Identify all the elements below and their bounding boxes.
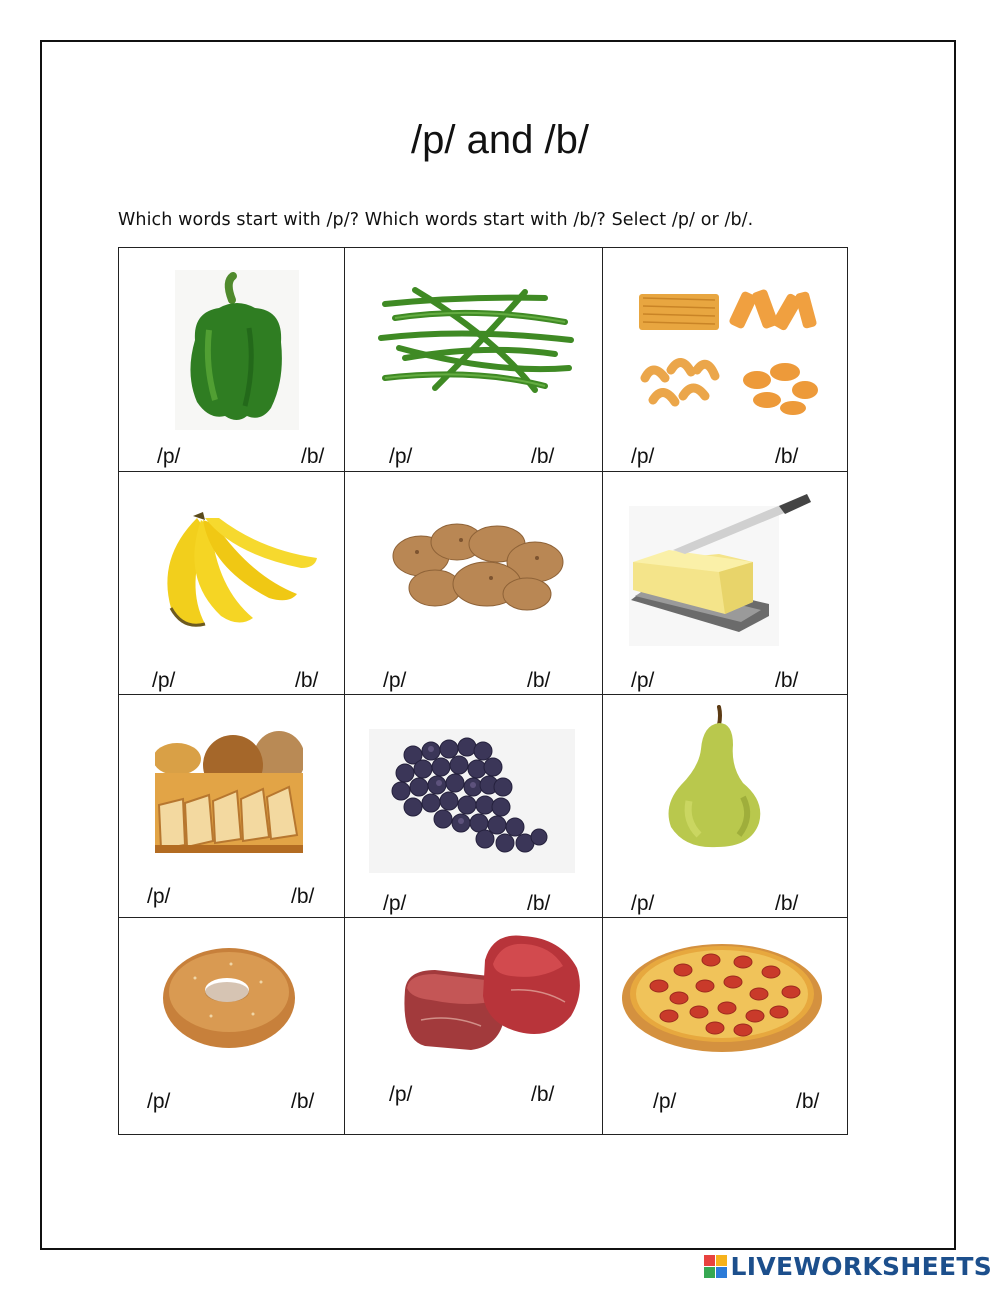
potatoes-image xyxy=(387,518,567,614)
cell-beef xyxy=(345,918,603,1135)
cell-green-beans xyxy=(345,248,603,472)
green-pepper-image xyxy=(175,270,299,430)
option-b[interactable]: /b/ xyxy=(527,892,551,915)
bananas-image xyxy=(141,498,321,638)
option-p[interactable]: /p/ xyxy=(631,892,655,915)
page-title: /p/ and /b/ xyxy=(411,118,589,162)
bagel-image xyxy=(161,942,297,1052)
cell-grapes xyxy=(345,695,603,918)
option-b[interactable]: /b/ xyxy=(796,1090,820,1113)
answer-grid xyxy=(118,247,848,1135)
option-p[interactable]: /p/ xyxy=(653,1090,677,1113)
cell-bagel xyxy=(119,918,345,1135)
option-p[interactable]: /p/ xyxy=(147,1090,171,1113)
option-b[interactable]: /b/ xyxy=(291,1090,315,1113)
option-p[interactable]: /p/ xyxy=(631,669,655,692)
option-p[interactable]: /p/ xyxy=(389,1083,413,1106)
brand-logo xyxy=(704,1252,992,1281)
option-b[interactable]: /b/ xyxy=(527,669,551,692)
option-b[interactable]: /b/ xyxy=(775,892,799,915)
option-b[interactable]: /b/ xyxy=(531,445,555,468)
instructions-text: Which words start with /p/? Which words start with /b/? Select /p/ or /b/. xyxy=(118,210,754,230)
option-b[interactable]: /b/ xyxy=(301,445,325,468)
grapes-image xyxy=(369,729,575,873)
option-p[interactable]: /p/ xyxy=(383,892,407,915)
cell-bananas xyxy=(119,472,345,695)
option-p[interactable]: /p/ xyxy=(152,669,176,692)
brand-name: LIVEWORKSHEETS xyxy=(730,1252,992,1281)
cell-green-pepper xyxy=(119,248,345,472)
option-p[interactable]: /p/ xyxy=(157,445,181,468)
cell-pasta xyxy=(603,248,848,472)
cell-pizza xyxy=(603,918,848,1135)
option-b[interactable]: /b/ xyxy=(531,1083,555,1106)
liveworksheets-logo-icon xyxy=(704,1255,727,1278)
bread-image xyxy=(155,729,303,857)
option-p[interactable]: /p/ xyxy=(147,885,171,908)
pasta-image xyxy=(635,286,819,416)
option-b[interactable]: /b/ xyxy=(775,445,799,468)
option-b[interactable]: /b/ xyxy=(775,669,799,692)
cell-potatoes xyxy=(345,472,603,695)
cell-butter xyxy=(603,472,848,695)
pear-image xyxy=(659,705,763,849)
butter-image xyxy=(629,492,815,652)
option-p[interactable]: /p/ xyxy=(631,445,655,468)
option-p[interactable]: /p/ xyxy=(383,669,407,692)
option-b[interactable]: /b/ xyxy=(295,669,319,692)
option-p[interactable]: /p/ xyxy=(389,445,413,468)
green-beans-image xyxy=(375,278,575,408)
cell-bread xyxy=(119,695,345,918)
option-b[interactable]: /b/ xyxy=(291,885,315,908)
pizza-image xyxy=(619,936,825,1054)
cell-pear xyxy=(603,695,848,918)
beef-image xyxy=(401,930,585,1058)
